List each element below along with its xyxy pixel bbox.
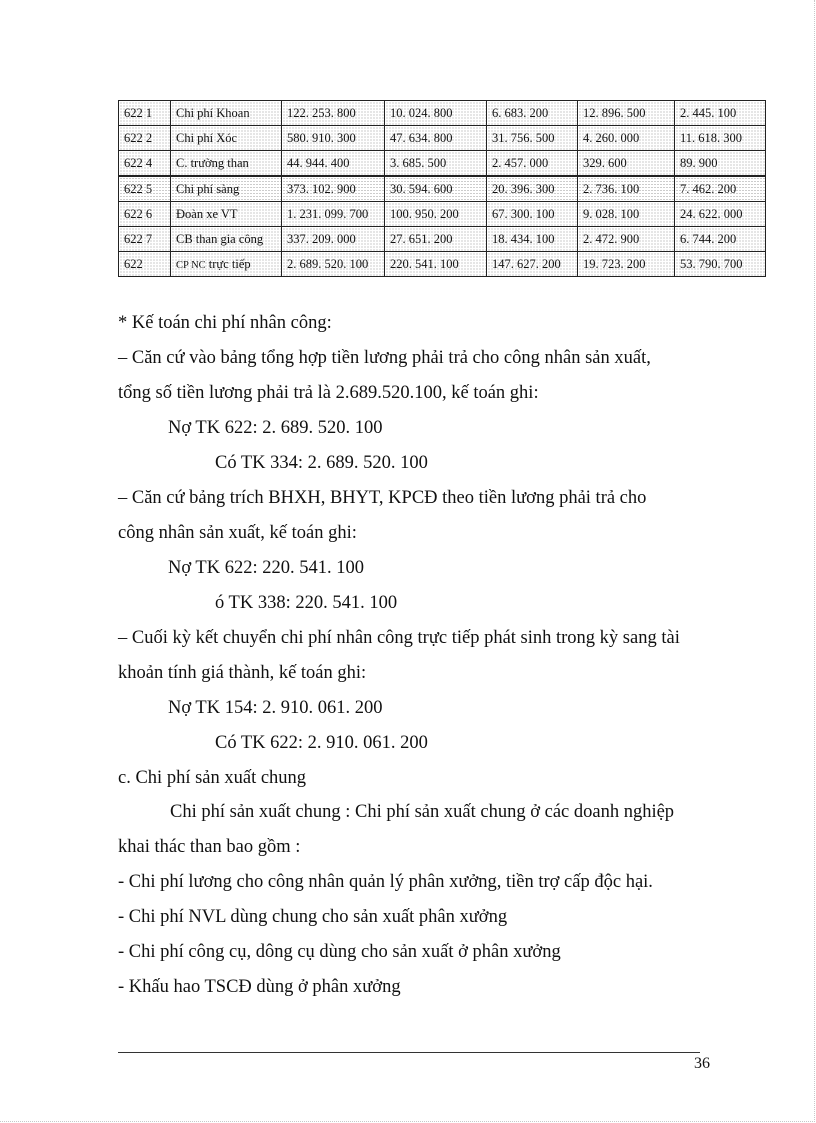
value-cell: 2. 472. 900 bbox=[578, 227, 675, 252]
account-code-cell: 622 7 bbox=[119, 227, 171, 252]
bullet-item: - Chi phí lương cho công nhân quản lý phân xưởng, tiền trợ cấp độc hại. bbox=[118, 872, 653, 892]
cost-name-cell: Chi phí Xóc bbox=[171, 126, 282, 151]
labor-cost-table bbox=[118, 100, 766, 277]
account-code-cell: 622 2 bbox=[119, 126, 171, 151]
value-cell: 147. 627. 200 bbox=[487, 252, 578, 277]
table-row bbox=[119, 227, 766, 252]
table-row-total bbox=[119, 252, 766, 277]
journal-debit-line: Nợ TK 622: 2. 689. 520. 100 bbox=[168, 418, 383, 438]
value-cell: 1. 231. 099. 700 bbox=[282, 202, 385, 227]
cost-name-cell: Đoàn xe VT bbox=[171, 202, 282, 227]
value-cell: 11. 618. 300 bbox=[675, 126, 766, 151]
paragraph-line: Chi phí sản xuất chung : Chi phí sản xuất chung ở các doanh nghiệp bbox=[170, 802, 675, 822]
value-cell: 7. 462. 200 bbox=[675, 176, 766, 202]
table-row bbox=[119, 101, 766, 126]
footer-rule bbox=[118, 1052, 700, 1053]
journal-debit-line: Nợ TK 622: 220. 541. 100 bbox=[168, 558, 364, 578]
account-code-cell: 622 6 bbox=[119, 202, 171, 227]
value-cell: 12. 896. 500 bbox=[578, 101, 675, 126]
cost-name-cell: Chi phí Khoan bbox=[171, 101, 282, 126]
value-cell: 24. 622. 000 bbox=[675, 202, 766, 227]
value-cell: 2. 736. 100 bbox=[578, 176, 675, 202]
bullet-item: - Khấu hao TSCĐ dùng ở phân xưởng bbox=[118, 977, 401, 997]
labor-cost-heading: * Kế toán chi phí nhân công: bbox=[118, 313, 332, 333]
value-cell: 47. 634. 800 bbox=[385, 126, 487, 151]
value-cell: 27. 651. 200 bbox=[385, 227, 487, 252]
paragraph-line: khoản tính giá thành, kế toán ghi: bbox=[118, 663, 367, 683]
value-cell: 3. 685. 500 bbox=[385, 151, 487, 177]
bullet-item: - Chi phí công cụ, dông cụ dùng cho sản xuất ở phân xưởng bbox=[118, 942, 561, 962]
account-code-cell: 622 4 bbox=[119, 151, 171, 177]
journal-debit-line: Nợ TK 154: 2. 910. 061. 200 bbox=[168, 698, 383, 718]
cost-name-cell bbox=[171, 252, 282, 277]
cost-name-cell: CB than gia công bbox=[171, 227, 282, 252]
value-cell: 122. 253. 800 bbox=[282, 101, 385, 126]
cost-name-prefix: CP NC bbox=[176, 259, 206, 271]
bullet-item: - Chi phí NVL dùng chung cho sản xuất phân xưởng bbox=[118, 907, 508, 927]
value-cell: 19. 723. 200 bbox=[578, 252, 675, 277]
table-row bbox=[119, 151, 766, 177]
journal-credit-line: Có TK 622: 2. 910. 061. 200 bbox=[215, 733, 428, 753]
overhead-heading: c. Chi phí sản xuất chung bbox=[118, 768, 307, 788]
value-cell: 31. 756. 500 bbox=[487, 126, 578, 151]
value-cell: 337. 209. 000 bbox=[282, 227, 385, 252]
value-cell: 100. 950. 200 bbox=[385, 202, 487, 227]
value-cell: 2. 445. 100 bbox=[675, 101, 766, 126]
table-row bbox=[119, 202, 766, 227]
journal-credit-line: Có TK 334: 2. 689. 520. 100 bbox=[215, 453, 428, 473]
table-row bbox=[119, 176, 766, 202]
account-code-cell: 622 bbox=[119, 252, 171, 277]
paragraph-line: – Căn cứ bảng trích BHXH, BHYT, KPCĐ theo tiền lương phải trả cho bbox=[118, 488, 647, 508]
value-cell: 4. 260. 000 bbox=[578, 126, 675, 151]
value-cell: 6. 683. 200 bbox=[487, 101, 578, 126]
value-cell: 10. 024. 800 bbox=[385, 101, 487, 126]
table-row bbox=[119, 126, 766, 151]
value-cell: 67. 300. 100 bbox=[487, 202, 578, 227]
paragraph-line: tổng số tiền lương phải trả là 2.689.520.100, kế toán ghi: bbox=[118, 383, 539, 403]
cost-name-cell: C. trường than bbox=[171, 151, 282, 177]
cost-name-cell: Chi phí sàng bbox=[171, 176, 282, 202]
paragraph-line: khai thác than bao gồm : bbox=[118, 837, 301, 857]
value-cell: 30. 594. 600 bbox=[385, 176, 487, 202]
value-cell: 373. 102. 900 bbox=[282, 176, 385, 202]
value-cell: 53. 790. 700 bbox=[675, 252, 766, 277]
value-cell: 6. 744. 200 bbox=[675, 227, 766, 252]
value-cell: 580. 910. 300 bbox=[282, 126, 385, 151]
paragraph-line: – Căn cứ vào bảng tổng hợp tiền lương phải trả cho công nhân sản xuất, bbox=[118, 348, 651, 368]
value-cell: 329. 600 bbox=[578, 151, 675, 177]
value-cell: 44. 944. 400 bbox=[282, 151, 385, 177]
page-number: 36 bbox=[694, 1055, 710, 1072]
cost-name-suffix: trực tiếp bbox=[205, 256, 251, 271]
value-cell: 18. 434. 100 bbox=[487, 227, 578, 252]
value-cell: 20. 396. 300 bbox=[487, 176, 578, 202]
account-code-cell: 622 5 bbox=[119, 176, 171, 202]
value-cell: 9. 028. 100 bbox=[578, 202, 675, 227]
value-cell: 2. 689. 520. 100 bbox=[282, 252, 385, 277]
account-code-cell: 622 1 bbox=[119, 101, 171, 126]
paragraph-line: công nhân sản xuất, kế toán ghi: bbox=[118, 523, 357, 543]
value-cell: 89. 900 bbox=[675, 151, 766, 177]
value-cell: 220. 541. 100 bbox=[385, 252, 487, 277]
journal-credit-line: ó TK 338: 220. 541. 100 bbox=[215, 593, 398, 613]
paragraph-line: – Cuối kỳ kết chuyển chi phí nhân công trực tiếp phát sinh trong kỳ sang tài bbox=[118, 628, 680, 648]
value-cell: 2. 457. 000 bbox=[487, 151, 578, 177]
